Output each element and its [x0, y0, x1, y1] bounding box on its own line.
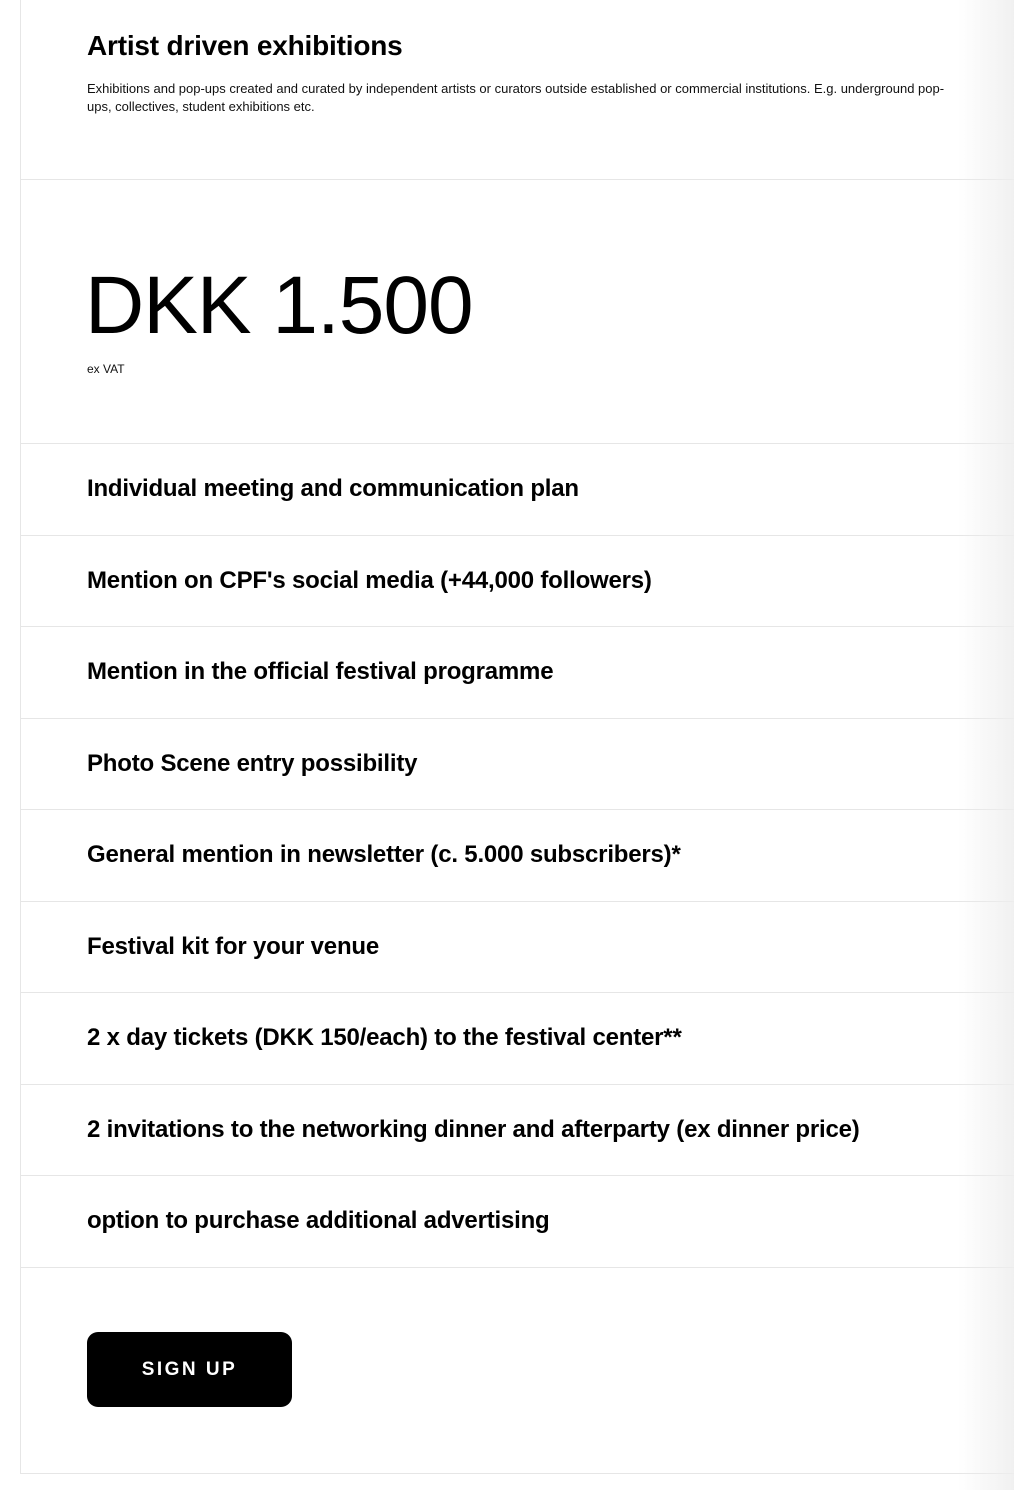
- price-note: ex VAT: [87, 362, 125, 376]
- package-description: Exhibitions and pop-ups created and curated by independent artists or curators outside established or commercial institutions. E.g. underground pop-ups, collectives, student exhibitions etc.: [87, 81, 945, 114]
- feature-item: Individual meeting and communication plan: [21, 444, 1014, 536]
- feature-item: option to purchase additional advertising: [21, 1176, 1014, 1268]
- sign-up-button[interactable]: SIGN UP: [87, 1332, 292, 1407]
- package-header: [21, 0, 1014, 180]
- package-price: DKK 1.500: [85, 260, 473, 351]
- feature-item: Festival kit for your venue: [21, 902, 1014, 994]
- feature-item: 2 invitations to the networking dinner and afterparty (ex dinner price): [21, 1085, 1014, 1177]
- feature-item: 2 x day tickets (DKK 150/each) to the festival center**: [21, 993, 1014, 1085]
- feature-item: Photo Scene entry possibility: [21, 719, 1014, 811]
- package-title: Artist driven exhibitions: [87, 30, 403, 61]
- feature-item: Mention in the official festival programme: [21, 627, 1014, 719]
- pricing-card: [20, 0, 1014, 1474]
- feature-item: General mention in newsletter (c. 5.000 subscribers)*: [21, 810, 1014, 902]
- price-block: [21, 180, 1014, 444]
- feature-list: [21, 444, 1014, 1268]
- feature-item: Mention on CPF's social media (+44,000 followers): [21, 536, 1014, 628]
